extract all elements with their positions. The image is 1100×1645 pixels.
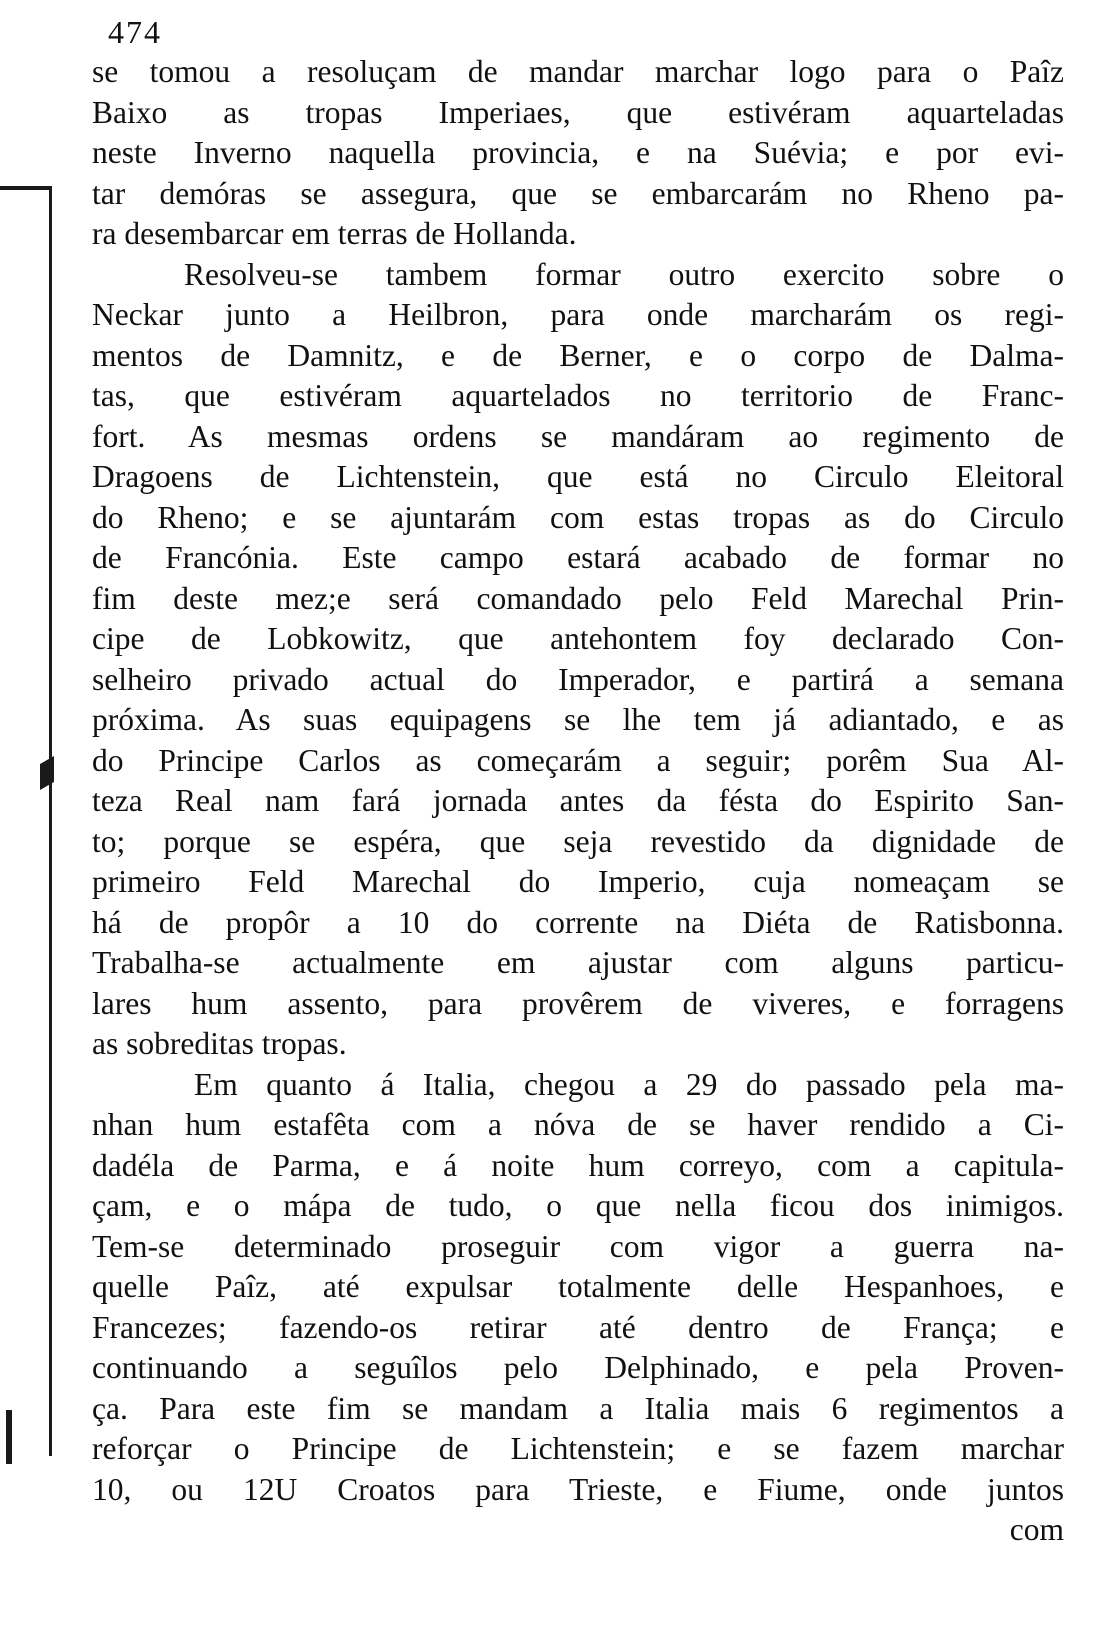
text-line: quelle Paîz, até expulsar totalmente delle Hespanhoes, e [92,1269,1064,1304]
text-line: selheiro privado actual do Imperador, e partirá a semana [92,661,1064,697]
text-line: mentos de Damnitz, e de Berner, e o corpo de Dalma- [92,337,1064,373]
text-line: do Principe Carlos as começarám a seguir; porêm Sua Al- [92,742,1064,778]
text-line: Francezes; fazendo-os retirar até dentro de França; e [92,1309,1064,1345]
text-line: tar demóras se assegura, que se embarcarám no Rheno pa- [92,175,1064,211]
text-line: se tomou a resoluçam de mandar marchar logo para o Paîz [92,54,1064,89]
text-line: de Francónia. Este campo estará acabado de formar no [92,540,1064,575]
text-line: continuando a seguîlos pelo Delphinado, e pela Proven- [92,1350,1064,1385]
text-line: teza Real nam fará jornada antes da fésta do Espirito San- [92,783,1064,818]
text-line: Em quanto á Italia, chegou a 29 do passado pela ma- [194,1066,1064,1102]
text-line: ça. Para este fim se mandam a Italia mais 6 regimentos a [92,1390,1064,1426]
text-line: ra desembarcar em terras de Hollanda. [92,216,577,251]
text-line: Baixo as tropas Imperiaes, que estivéram aquarteladas [92,94,1064,130]
text-line: Dragoens de Lichtenstein, que está no Circulo Eleitoral [92,459,1064,494]
text-line: fort. As mesmas ordens se mandáram ao regimento de [92,418,1064,454]
text-line: 10, ou 12U Croatos para Trieste, e Fiume, onde juntos [92,1471,1064,1507]
text-line: Tem-se determinado proseguir com vigor a guerra na- [92,1228,1064,1264]
page-number: 474 [108,14,162,50]
text-line: fim deste mez;e será comandado pelo Feld Marechal Prin- [92,580,1064,616]
text-line: tas, que estivéram aquartelados no territorio de Franc- [92,378,1064,413]
text-line: lares hum assento, para provêrem de viveres, e forragens [92,985,1064,1021]
text-line: cipe de Lobkowitz, que antehontem foy declarado Con- [92,621,1064,656]
text-line: nhan hum estafêta com a nóva de se haver rendido a Ci- [92,1107,1064,1142]
text-line: to; porque se espéra, que seja revestido da dignidade de [92,823,1064,859]
text-line: há de propôr a 10 do corrente na Diéta de Ratisbonna. [92,904,1064,940]
document-body [92,52,1064,1551]
text-line: do Rheno; e se ajuntarám com estas tropas as do Circulo [92,499,1064,535]
text-line: as sobreditas tropas. [92,1026,347,1061]
catchword: com [1009,1512,1064,1547]
text-line: çam, e o mápa de tudo, o que nella ficou dos inimigos. [92,1188,1064,1223]
text-line: dadéla de Parma, e á noite hum correyo, com a capitula- [92,1147,1064,1183]
page-edge-mark [6,1410,12,1464]
text-line: Trabalha-se actualmente em ajustar com alguns particu- [92,945,1064,980]
text-line: reforçar o Principe de Lichtenstein; e se fazem marchar [92,1431,1064,1466]
text-line: Neckar junto a Heilbron, para onde marcharám os regi- [92,297,1064,332]
text-line: próxima. As suas equipagens se lhe tem já adiantado, e as [92,702,1064,737]
text-line: Resolveu-se tambem formar outro exercito sobre o [184,256,1064,292]
text-line: neste Inverno naquella provincia, e na Suévia; e por evi- [92,135,1064,170]
text-line: primeiro Feld Marechal do Imperio, cuja nomeaçam se [92,864,1064,899]
page-edge-border [0,186,52,1456]
